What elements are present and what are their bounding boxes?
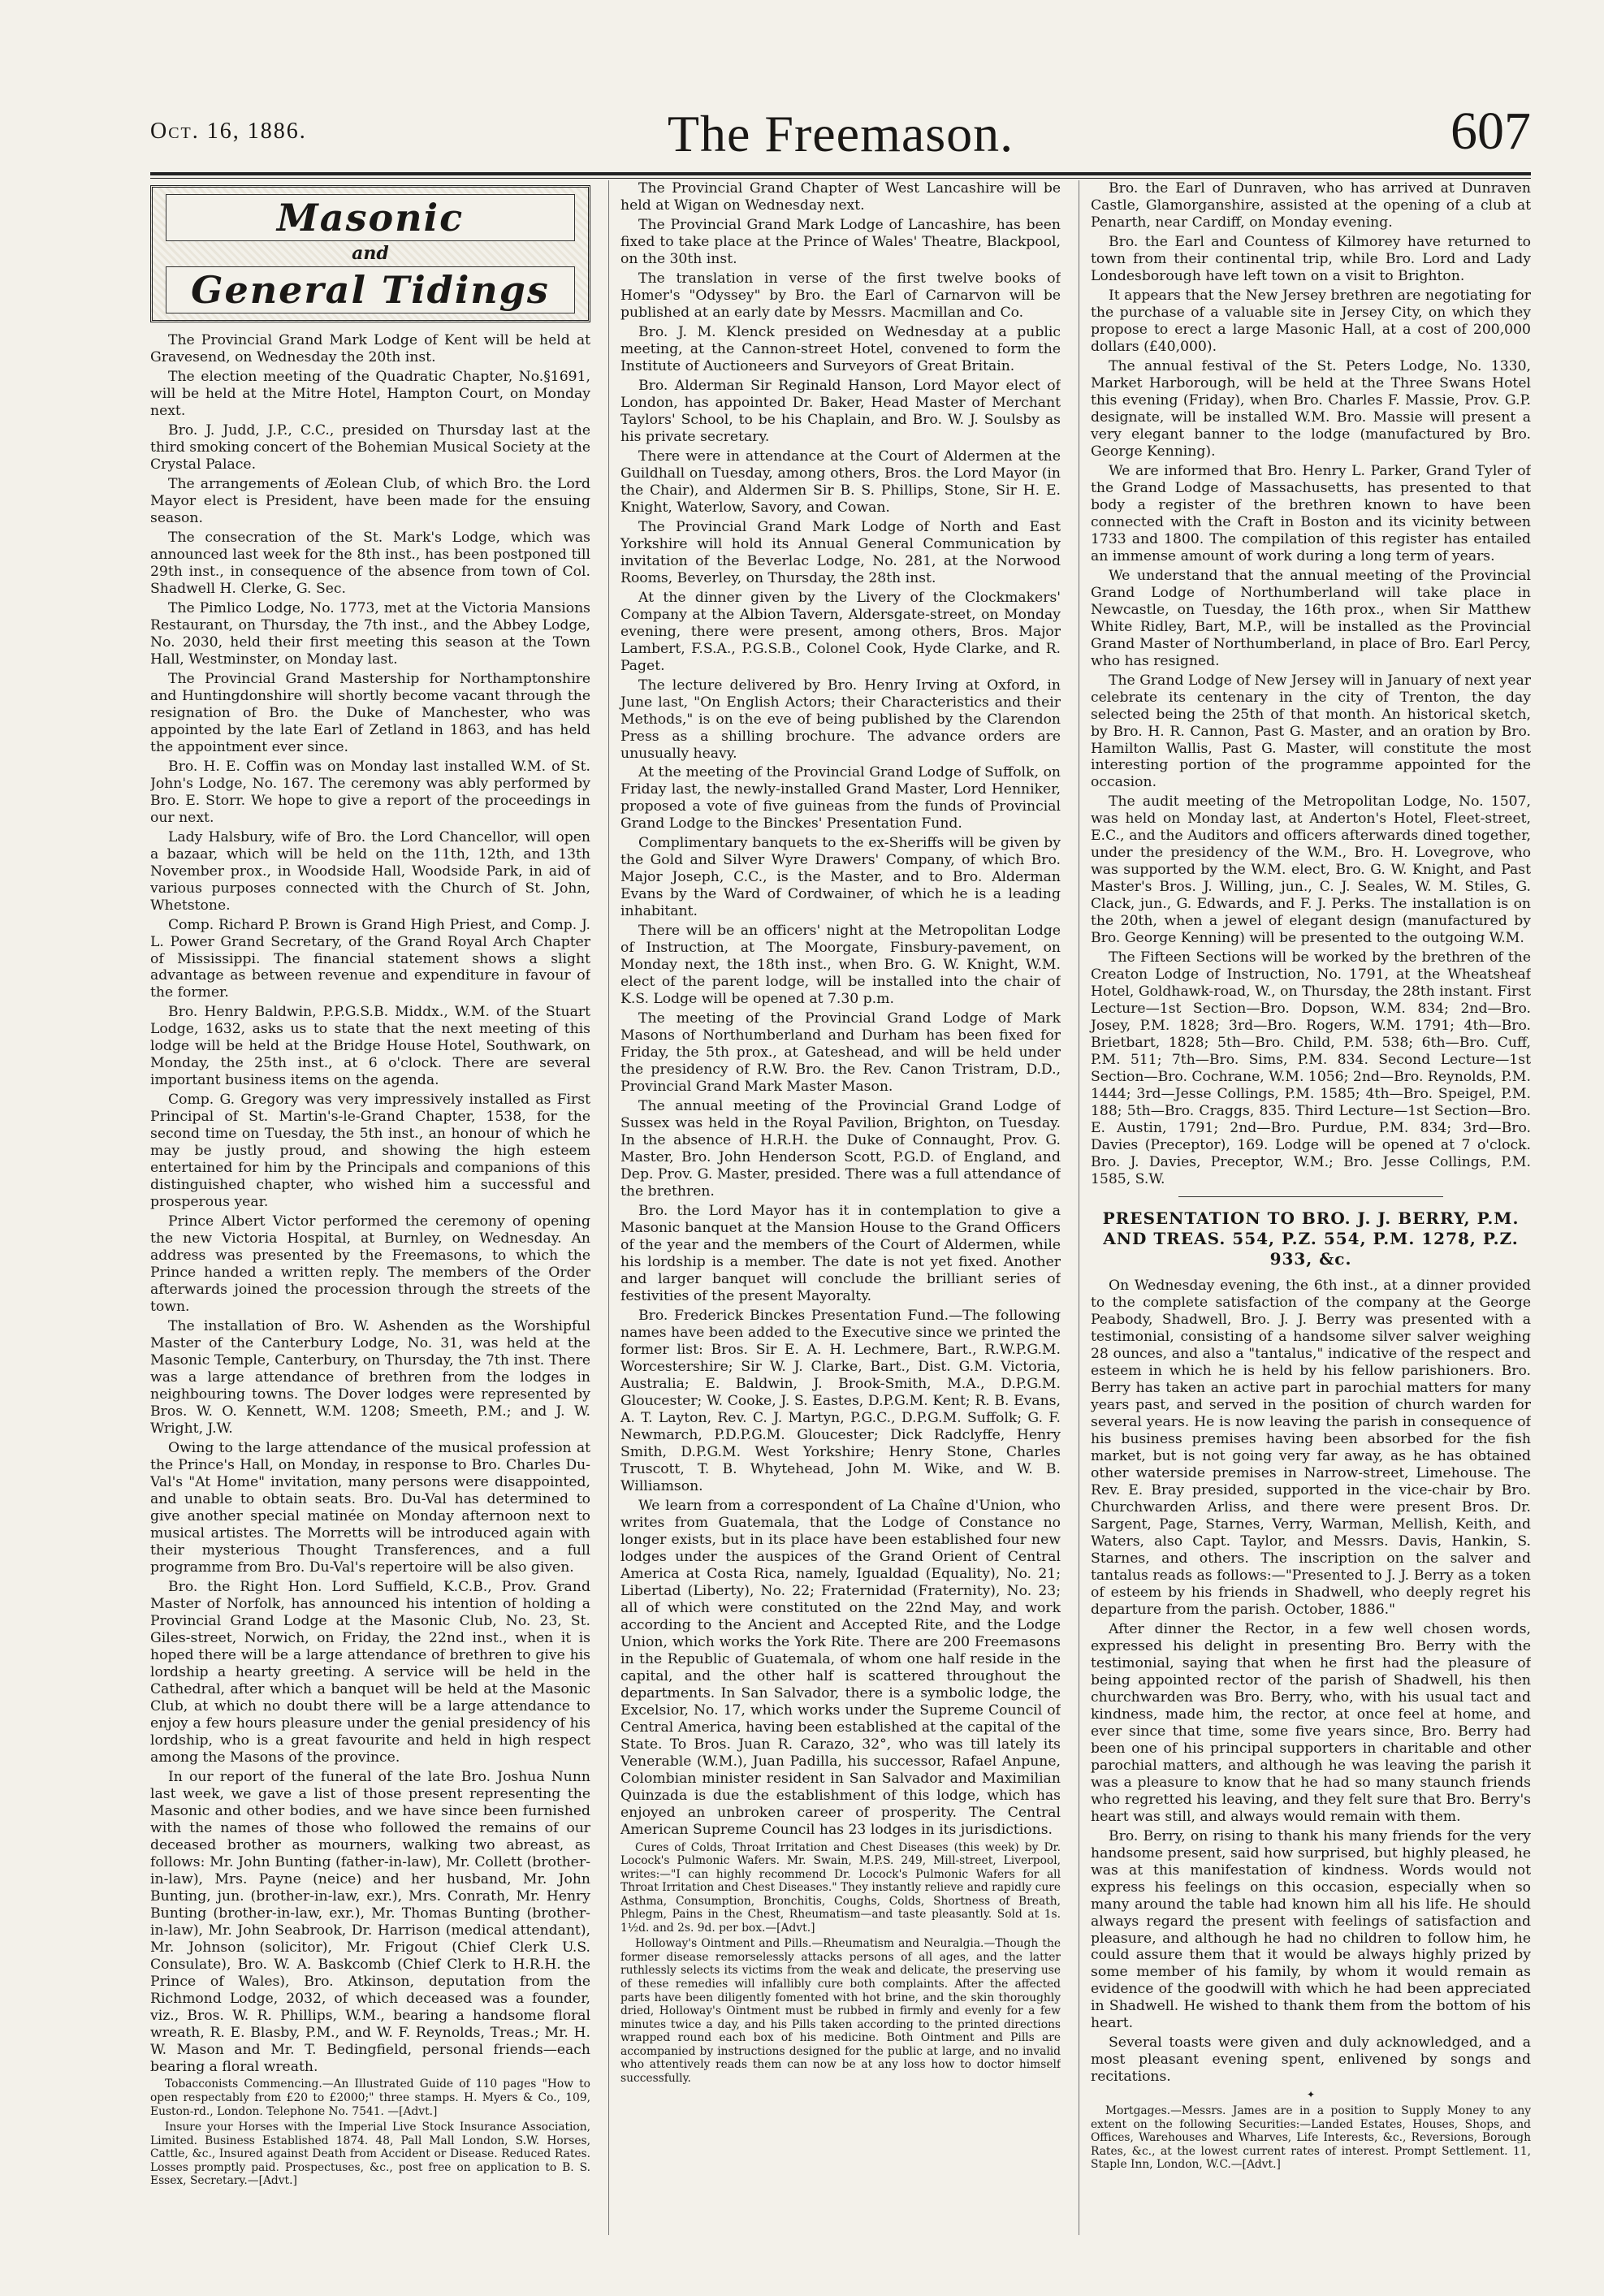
news-paragraph: It appears that the New Jersey brethren are negotiating for the purchase of a valuable site in Jersey City, on which they propose to erect a large Masonic Hall, at a cost of 200,000 dollars (£40,000). bbox=[1091, 287, 1531, 355]
news-paragraph: After dinner the Rector, in a few well chosen words, expressed his delight in presenting Bro. Berry with the testimonial, saying that when he first had the pleasure of being appointed rector of the parish of Shadwell, his then churchwarden was Bro. Berry, who, with his usual tact and kindness, made him, the rector, at once feel at home, and ever since that time, some five years since, Bro. Berry had been one of his principal supporters in charitable and other parochial matters, and although he was leaving the parish it was a pleasure to know that he had so many staunch friends who regretted his leaving, and they felt sure that Bro. Berry's heart was still, and always would remain with them. bbox=[1091, 1620, 1531, 1825]
col3-items bbox=[1091, 180, 1531, 1188]
news-paragraph: Prince Albert Victor performed the ceremony of opening the new Victoria Hospital, at Burnley, on Wednesday. An address was presented by the Freemasons, to which the Prince handed a written reply. The members of the Order afterwards joined the procession through the streets of the town. bbox=[150, 1213, 590, 1316]
news-paragraph: The installation of Bro. W. Ashenden as the Worshipful Master of the Canterbury Lodge, No. 31, was held at the Masonic Temple, Canterbury, on Thursday, the 7th inst. There was a large attendance of brethren from the lodges in neighbouring towns. The Dover lodges were represented by Bros. W. O. Kennett, W.M. 1208; Smeeth, P.M.; and J. W. Wright, J.W. bbox=[150, 1318, 590, 1438]
news-paragraph: The Provincial Grand Mastership for Northamptonshire and Huntingdonshire will shortly become vacant through the resignation of Bro. the Duke of Manchester, who was appointed by the late Earl of Zetland in 1863, and has held the appointment ever since. bbox=[150, 670, 590, 755]
news-paragraph: Owing to the large attendance of the musical profession at the Prince's Hall, on Monday, in response to Bro. Charles Du-Val's "At Home" invitation, many persons were disappointed, and unable to obtain seats. Bro. Du-Val has determined to give another special matinée on Monday afternoon next to musical artistes. The Morretts will be introduced again with their mysterious Thought Transferences, and a full programme from Bro. Du-Val's repertoire will be also given. bbox=[150, 1440, 590, 1576]
heading-line-1: Masonic bbox=[166, 194, 575, 241]
news-paragraph: The Provincial Grand Chapter of West Lancashire will be held at Wigan on Wednesday next. bbox=[620, 180, 1061, 214]
news-paragraph: We are informed that Bro. Henry L. Parker, Grand Tyler of the Grand Lodge of Massachusetts, has presented to that body a register of the brethren known to have been connected with the Craft in Boston and its vicinity between 1733 and 1800. The compilation of this register has entailed an immense amount of work during a long term of years. bbox=[1091, 462, 1531, 564]
advertisement-paragraph: Insure your Horses with the Imperial Live Stock Insurance Association, Limited. Business Established 1874. 48, Pall Mall London, S.W. Horses, Cattle, &c., Insured against Death from Accident or Disease. Reduced Rates. Losses promptly paid. Prospectuses, &c., post free on application to B. S. Essex, Secretary.—[Advt.] bbox=[150, 2121, 590, 2188]
news-paragraph: The meeting of the Provincial Grand Lodge of Mark Masons of Northumberland and Durham has been fixed for Friday, the 5th prox., at Gateshead, and will be held under the presidency of R.W. Bro. the Rev. Canon Tristram, D.D., Provincial Grand Mark Master Mason. bbox=[620, 1010, 1061, 1096]
news-paragraph: The translation in verse of the first twelve books of Homer's "Odyssey" by Bro. the Earl of Carnarvon will be published at an early date by Messrs. Macmillan and Co. bbox=[620, 270, 1061, 321]
news-paragraph: At the meeting of the Provincial Grand Lodge of Suffolk, on Friday last, the newly-installed Grand Master, Lord Henniker, proposed a vote of five guineas from the funds of Provincial Grand Lodge to the Binckes' Presentation Fund. bbox=[620, 764, 1061, 832]
news-paragraph: The arrangements of Æolean Club, of which Bro. the Lord Mayor elect is President, have been made for the ensuing season. bbox=[150, 475, 590, 526]
news-paragraph: The annual festival of the St. Peters Lodge, No. 1330, Market Harborough, will be held at the Three Swans Hotel this evening (Friday), when Bro. Charles F. Massie, Prov. G.P. designate, will be installed W.M. Bro. Massie will present a very elegant banner to the lodge (manufactured by Bro. George Kenning). bbox=[1091, 357, 1531, 460]
news-paragraph: Bro. the Lord Mayor has it in contemplation to give a Masonic banquet at the Mansion House to the Grand Officers of the year and the members of the Court of Aldermen, while his lordship is a member. The date is not yet fixed. Another and larger banquet will conclude the brilliant series of festivities of the present Mayoralty. bbox=[620, 1203, 1061, 1305]
col2-advertisements bbox=[620, 1841, 1061, 2086]
news-paragraph: Bro. the Right Hon. Lord Suffield, K.C.B., Prov. Grand Master of Norfolk, has announced his intention of holding a Provincial Grand Lodge at the Masonic Club, No. 23, St. Giles-street, Norwich, on Friday, the 22nd inst., when it is hoped there will be a large attendance of brethren to give his lordship a hearty greeting. A service will be held in the Cathedral, after which a banquet will be held at the Masonic Club, at which no doubt there will be a large attendance to enjoy a few hours pleasure under the genial presidency of his lordship, who is a great favourite and held in high respect among the Masons of the province. bbox=[150, 1578, 590, 1766]
page-number: 607 bbox=[1451, 102, 1531, 161]
news-paragraph: The consecration of the St. Mark's Lodge, which was announced last week for the 8th inst., has been postponed till 29th inst., in consequence of the absence from town of Col. Shadwell H. Clerke, G. Sec. bbox=[150, 529, 590, 597]
news-paragraph: We understand that the annual meeting of the Provincial Grand Lodge of Northumberland will take place in Newcastle, on Tuesday, the 16th prox., when Sir Matthew White Ridley, Bart, M.P., will be installed as the Provincial Grand Master of Northumberland, in place of Bro. Earl Percy, who has resigned. bbox=[1091, 567, 1531, 669]
col2-items bbox=[620, 180, 1061, 1839]
heading-line-3: General Tidings bbox=[166, 266, 575, 313]
news-paragraph: The Grand Lodge of New Jersey will in January of next year celebrate its centenary in the city of Trenton, the day selected being the 25th of that month. An historical sketch, by Bro. H. R. Cannon, Past G. Master, and an oration by Bro. Hamilton Wallis, Past G. Master, will constitute the most interesting portion of the programme appointed for the occasion. bbox=[1091, 672, 1531, 791]
news-paragraph: There were in attendance at the Court of Aldermen at the Guildhall on Tuesday, among others, Bros. the Lord Mayor (in the Chair), and Aldermen Sir B. S. Phillips, Stone, Sir H. E. Knight, Waterlow, Savory, and Cowan. bbox=[620, 448, 1061, 516]
news-paragraph: The Provincial Grand Mark Lodge of Kent will be held at Gravesend, on Wednesday the 20th inst. bbox=[150, 332, 590, 366]
section-heading-ornament bbox=[150, 185, 590, 322]
news-paragraph: Bro. Alderman Sir Reginald Hanson, Lord Mayor elect of London, has appointed Dr. Baker, Head Master of Merchant Taylors' School, to be his Chaplain, and Bro. W. J. Soulsby as his private secretary. bbox=[620, 377, 1061, 445]
masthead-rule bbox=[150, 172, 1531, 179]
news-paragraph: On Wednesday evening, the 6th inst., at a dinner provided to the complete satisfaction of the company at the George Peabody, Shadwell, Bro. J. J. Berry was presented with a testimonial, consisting of a handsome silver salver weighing 28 ounces, and also a "tantalus," indicative of the respect and esteem in which he is held by his fellow parishioners. Bro. Berry has taken an active part in parochial matters for many years past, and served in the position of church warden for several years. He is now leaving the parish in consequence of his business premises having been absorbed for the fish market, but is not going very far away, as he has obtained other waterside premises in Narrow-street, Limehouse. The Rev. E. Bray presided, supported in the vice-chair by Bro. Churchwarden Arliss, and there were present Bros. Dr. Sargent, Page, Starnes, Verry, Warman, Mellish, Keith, and Waters, also Capt. Taylor, and Messrs. Davis, Hankin, S. Starnes, and others. The inscription on the salver and tantalus reads as follows:—"Presented to J. J. Berry as a token of esteem by his friends in Shadwell, who deeply regret his departure from the parish. October, 1886." bbox=[1091, 1278, 1531, 1618]
newspaper-title: The Freemason. bbox=[667, 105, 1014, 162]
heading-line-2: and bbox=[352, 243, 389, 265]
news-paragraph: At the dinner given by the Livery of the Clockmakers' Company at the Albion Tavern, Aldersgate-street, on Monday evening, there were present, among others, Bros. Major Lambert, F.S.A., P.G.S.B., Colonel Cook, Hyde Clarke, and R. Paget. bbox=[620, 589, 1061, 674]
news-paragraph: Bro. the Earl of Dunraven, who has arrived at Dunraven Castle, Glamorganshire, assisted at the opening of a club at Penarth, near Cardiff, on Monday evening. bbox=[1091, 180, 1531, 231]
advertisement-paragraph: Holloway's Ointment and Pills.—Rheumatism and Neuralgia.—Though the former disease remorselessly attacks persons of all ages, and the latter ruthlessly selects its victims from the weak and delicate, the preserving use of these remedies will infallibly cure both complaints. After the affected parts have been diligently fomented with hot brine, and the skin thoroughly dried, Holloway's Ointment must be rubbed in firmly and evenly for a few minutes twice a day, and his Pills taken according to the printed directions wrapped round each box of his medicine. Both Ointment and Pills are accompanied by instructions designed for the public at large, and no invalid who attentively reads them can now be at any loss how to doctor himself successfully. bbox=[620, 1937, 1061, 2085]
news-paragraph: We learn from a correspondent of La Chaîne d'Union, who writes from Guatemala, that the Lodge of Constance no longer exists, but in its place have been established four new lodges under the auspices of the Grand Orient of Central America at Costa Rica, namely, Igualdad (Equality), No. 21; Libertad (Liberty), No. 22; Fraternidad (Fraternity), No. 23; all of which were constituted on the 22nd May, and work according to the Ancient and Accepted Rite, and the Lodge Union, which works the York Rite. There are 200 Freemasons in the Republic of Guatemala, of whom one half reside in the capital, and the other half is scattered throughout the departments. In San Salvador, there is a symbolic lodge, the Excelsior, No. 17, which works under the Supreme Council of Central America, having been established at the capital of the State. To Bros. Juan R. Carazo, 32°, who was till lately its Venerable (W.M.), Juan Padilla, his successor, Rafael Anpune, Colombian minister resident in San Salvador and Maximilian Quinzada is due the establishment of this lodge, which has enjoyed an unbroken career of prosperity. The Central American Supreme Council has 23 lodges in its jurisdictions. bbox=[620, 1497, 1061, 1838]
news-paragraph: The Fifteen Sections will be worked by the brethren of the Creaton Lodge of Instruction, No. 1791, at the Wheatsheaf Hotel, Goldhawk-road, W., on Thursday, the 28th instant. First Lecture—1st Section—Bro. Dopson, W.M. 834; 2nd—Bro. Josey, P.M. 1828; 3rd—Bro. Rogers, W.M. 1791; 4th—Bro. Brietbart, 1828; 5th—Bro. Child, P.M. 538; 6th—Bro. Cuff, P.M. 511; 7th—Bro. Sims, P.M. 834. Second Lecture—1st Section—Bro. Cochrane, W.M. 1056; 2nd—Bro. Reynolds, P.M. 1444; 3rd—Jesse Collings, P.M. 1585; 4th—Bro. Speigel, P.M. 188; 5th—Bro. Craggs, 835. Third Lecture—1st Section—Bro. E. Austin, 1791; 2nd—Bro. Purdue, P.M. 834; 3rd—Bro. Davies (Preceptor), 169. Lodge will be opened at 7 o'clock. Bro. J. Davies, Preceptor, W.M.; Bro. Jesse Collings, P.M. 1585, S.W. bbox=[1091, 949, 1531, 1188]
news-paragraph: The Pimlico Lodge, No. 1773, met at the Victoria Mansions Restaurant, on Thursday, the 7th inst., and the Abbey Lodge, No. 2030, held their first meeting this season at the Town Hall, Westminster, on Monday last. bbox=[150, 599, 590, 668]
masthead bbox=[150, 104, 1531, 169]
news-paragraph: Lady Halsbury, wife of Bro. the Lord Chancellor, will open a bazaar, which will be held on the 11th, 12th, and 13th November prox., in Woodside Hall, Woodside Park, in aid of various purposes connected with the Church of St. John, Whetstone. bbox=[150, 828, 590, 914]
divider-ornament: ✦ bbox=[1306, 2089, 1316, 2101]
news-paragraph: The audit meeting of the Metropolitan Lodge, No. 1507, was held on Monday last, at Anderton's Hotel, Fleet-street, E.C., and the Auditors and officers afterwards dined together, under the presidency of the W.M., Bro. H. Lovegrove, who was supported by the W.M. elect, Bro. G. W. Knight, and Past Master's Bros. J. Willing, jun., C. J. Seales, W. M. Stiles, G. Clack, jun., G. Edwards, and F. J. Perks. The installation is on the 20th, when a jewel of elegant design (manufactured by Bro. George Kenning) will be presented to the outgoing W.M. bbox=[1091, 793, 1531, 947]
news-paragraph: Bro. Henry Baldwin, P.P.G.S.B. Middx., W.M. of the Stuart Lodge, 1632, asks us to state that the next meeting of this lodge will be held at the Bridge House Hotel, Southwark, on Monday, the 25th inst., at 6 o'clock. There are several important business items on the agenda. bbox=[150, 1004, 590, 1089]
news-paragraph: Bro. J. M. Klenck presided on Wednesday at a public meeting, at the Cannon-street Hotel, convened to form the Institute of Auctioneers and Surveyors of Great Britain. bbox=[620, 323, 1061, 374]
presentation-heading: PRESENTATION TO BRO. J. J. BERRY, P.M. AND TREAS. 554, P.Z. 554, P.M. 1278, P.Z. 933, &c. bbox=[1102, 1209, 1520, 1269]
news-paragraph: The election meeting of the Quadratic Chapter, No.§1691, will be held at the Mitre Hotel, Hampton Court, on Monday next. bbox=[150, 369, 590, 419]
column-3 bbox=[1079, 180, 1531, 2235]
section-divider bbox=[1178, 1196, 1442, 1197]
column-2 bbox=[608, 180, 1061, 2235]
news-paragraph: The Provincial Grand Mark Lodge of North and East Yorkshire will hold its Annual General Communication by invitation of the Beverlac Lodge, No. 281, at the Norwood Rooms, Beverley, on Thursday, the 28th inst. bbox=[620, 518, 1061, 586]
col1-advertisements bbox=[150, 2078, 590, 2187]
news-paragraph: The lecture delivered by Bro. Henry Irving at Oxford, in June last, "On English Actors; their Characteristics and their Methods," is on the eve of being published by the Clarendon Press as a shilling brochure. The advance orders are unusually heavy. bbox=[620, 677, 1061, 762]
col3-advertisements bbox=[1091, 2104, 1531, 2172]
col1-items bbox=[150, 332, 590, 2075]
news-paragraph: Comp. Richard P. Brown is Grand High Priest, and Comp. J. L. Power Grand Secretary, of the Grand Royal Arch Chapter of Mississippi. The financial statement shows a slight advantage as between revenue and expenditure in favour of the former. bbox=[150, 916, 590, 1001]
news-paragraph: In our report of the funeral of the late Bro. Joshua Nunn last week, we gave a list of those present representing the Masonic and other bodies, and we have since been furnished with the names of those who followed the remains of our deceased brother as mourners, walking two abreast, as follows: Mr. John Bunting (father-in-law), Mr. Collett (brother-in-law), Mrs. Payne (neice) and her husband, Mr. John Bunting, jun. (brother-in-law, exr.), Mrs. Conrath, Mr. Henry Bunting (brother-in-law, exr.), Mr. Thomas Bunting (brother-in-law), Mr. John Seabrook, Dr. Harrison (medical attendant), Mr. Johnson (solicitor), Mr. Frigout (Chief Clerk U.S. Consulate), Bro. W. A. Baskcomb (Chief Clerk to H.R.H. the Prince of Wales), Bro. Atkinson, deputation from the Richmond Lodge, 2032, of which deceased was a founder, viz., Bros. W. R. Phillips, W.M., bearing a handsome floral wreath, R. E. Blasby, P.M., and W. F. Reynolds, Treas.; Mr. H. W. Mason and Mr. T. Bedingfield, personal friends—each bearing a floral wreath. bbox=[150, 1768, 590, 2075]
advertisement-paragraph: Tobacconists Commencing.—An Illustrated Guide of 110 pages "How to open respectably from £20 to £2000;" three stamps. H. Myers & Co., 109, Euston-rd., London. Telephone No. 7541. —[Advt.] bbox=[150, 2078, 590, 2118]
issue-date: Oct. 16, 1886. bbox=[150, 119, 307, 144]
columns bbox=[150, 180, 1531, 2235]
news-paragraph: Bro. Berry, on rising to thank his many friends for the very handsome present, said how surprised, but highly pleased, he was at this manifestation of kindness. Words would not express his feelings on this occasion, especially when so many around the table had known him all his life. He should always regard the present with feelings of satisfaction and pleasure, and although he had no children to follow him, he could assure them that it would be always highly prized by some member of his family, by whom it would remain as evidence of the goodwill with which he had been appreciated in Shadwell. He wished to thank them from the bottom of his heart. bbox=[1091, 1827, 1531, 2032]
news-paragraph: Complimentary banquets to the ex-Sheriffs will be given by the Gold and Silver Wyre Drawers' Company, of which Bro. Major Joseph, C.C., is the Master, and to Bro. Alderman Evans by the Ward of Cordwainer, of which he is a leading inhabitant. bbox=[620, 835, 1061, 920]
presentation-article bbox=[1091, 1278, 1531, 2086]
news-paragraph: Comp. G. Gregory was very impressively installed as First Principal of St. Martin's-le-Grand Chapter, 1538, for the second time on Tuesday, the 5th inst., an honour of which he may be justly proud, and showing the high esteem entertained for him by the Principals and companions of this distinguished chapter, who wished him a successful and prosperous year. bbox=[150, 1092, 590, 1211]
news-paragraph: Bro. H. E. Coffin was on Monday last installed W.M. of St. John's Lodge, No. 167. The ceremony was ably performed by Bro. E. Storr. We hope to give a report of the proceedings in our next. bbox=[150, 758, 590, 826]
advertisement-paragraph: Cures of Colds, Throat Irritation and Chest Diseases (this week) by Dr. Locock's Pulmonic Wafers. Mr. Swain, M.P.S. 249, Mill-street, Liverpool, writes:—"I can highly recommend Dr. Locock's Pulmonic Wafers for all Throat Irritation and Chest Diseases." They instantly relieve and rapidly cure Asthma, Consumption, Bronchitis, Coughs, Colds, Shortness of Breath, Phlegm, Pains in the Chest, Rheumatism—and taste pleasantly. Sold at 1s. 1½d. and 2s. 9d. per box.—[Advt.] bbox=[620, 1840, 1061, 1935]
news-paragraph: Bro. J. Judd, J.P., C.C., presided on Thursday last at the third smoking concert of the Bohemian Musical Society at the Crystal Palace. bbox=[150, 422, 590, 473]
column-1 bbox=[150, 180, 590, 2235]
news-paragraph: Several toasts were given and duly acknowledged, and a most pleasant evening spent, enlivened by songs and recitations. bbox=[1091, 2034, 1531, 2086]
advertisement-paragraph: Mortgages.—Messrs. James are in a position to Supply Money to any extent on the following Securities:—Landed Estates, Houses, Shops, and Offices, Warehouses and Wharves, Life Interests, &c., Reversions, Borough Rates, &c., at the lowest current rates of interest. Prompt Settlement. 11, Staple Inn, London, W.C.—[Advt.] bbox=[1091, 2104, 1531, 2172]
news-paragraph: Bro. the Earl and Countess of Kilmorey have returned to town from their continental trip, while Bro. Lord and Lady Londesborough have left town on a visit to Brighton. bbox=[1091, 233, 1531, 284]
news-paragraph: The Provincial Grand Mark Lodge of Lancashire, has been fixed to take place at the Prince of Wales' Theatre, Blackpool, on the 30th inst. bbox=[620, 216, 1061, 267]
news-paragraph: There will be an officers' night at the Metropolitan Lodge of Instruction, at The Moorgate, Finsbury-pavement, on Monday next, the 18th inst., when Bro. G. W. Knight, W.M. elect of the parent lodge, will be installed into the chair of K.S. Lodge will be opened at 7.30 p.m. bbox=[620, 923, 1061, 1008]
news-paragraph: The annual meeting of the Provincial Grand Lodge of Sussex was held in the Royal Pavilion, Brighton, on Tuesday. In the absence of H.R.H. the Duke of Connaught, Prov. G. Master, Bro. John Henderson Scott, P.G.D. of England, and Dep. Prov. G. Master, presided. There was a full attendance of the brethren. bbox=[620, 1098, 1061, 1200]
news-paragraph: Bro. Frederick Binckes Presentation Fund.—The following names have been added to the Executive since we printed the former list: Bros. Sir E. A. H. Lechmere, Bart., R.W.P.G.M. Worcestershire; Sir W. J. Clarke, Bart., Dist. G.M. Victoria, Australia; E. Baldwin, J. Brook-Smith, M.A., D.P.G.M. Gloucester; W. Cooke, J. S. Eastes, D.P.G.M. Kent; R. B. Evans, A. T. Layton, Rev. C. J. Martyn, P.G.C., D.P.G.M. Suffolk; G. F. Newmarch, P.D.P.G.M. Gloucester; Dick Radclyffe, Henry Smith, D.P.G.M. West Yorkshire; Henry Stone, Charles Truscott, T. B. Whytehead, John M. Wike, and W. B. Williamson. bbox=[620, 1308, 1061, 1494]
